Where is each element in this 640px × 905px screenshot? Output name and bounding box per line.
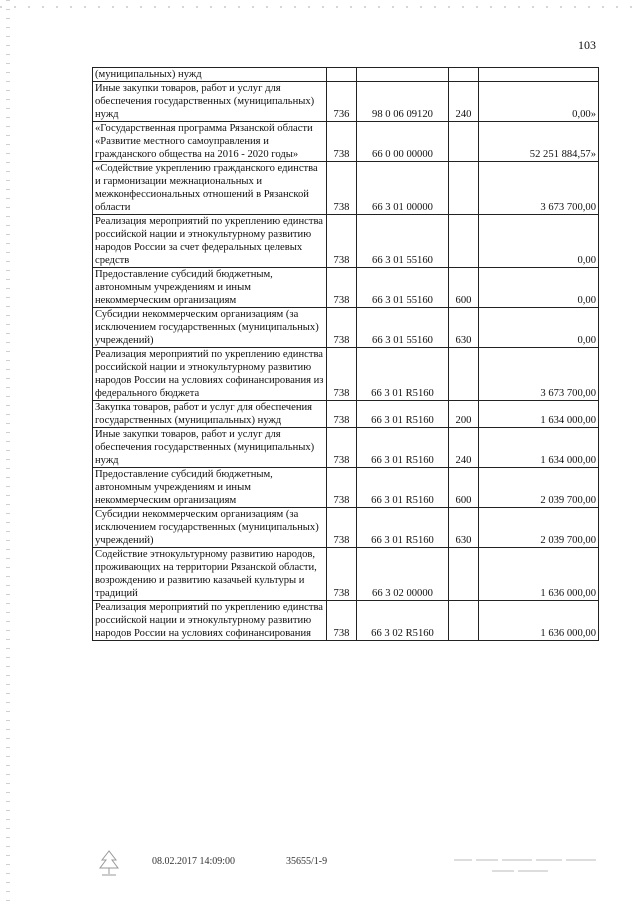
- row-ved-code: 736: [327, 82, 357, 122]
- row-amount: 0,00: [479, 215, 599, 268]
- faded-stamp: [452, 854, 602, 883]
- row-amount: 1 634 000,00: [479, 401, 599, 428]
- row-target-article: 66 3 01 00000: [357, 162, 449, 215]
- scan-top-artifact: [0, 6, 640, 8]
- table-row: [93, 428, 599, 468]
- table-row: [93, 468, 599, 508]
- row-target-article: 66 3 01 R5160: [357, 428, 449, 468]
- page-number: 103: [578, 38, 596, 52]
- row-name: Реализация мероприятий по укреплению единства российской нации и этнокультурному развитию народов России на условиях софинансирования: [93, 601, 327, 641]
- row-name: «Содействие укреплению гражданского единства и гармонизации межнациональных и межконфессиональных отношений в Рязанской области: [93, 162, 327, 215]
- table-row: [93, 308, 599, 348]
- row-name: Реализация мероприятий по укреплению единства российской нации и этнокультурному развитию народов России на условиях софинансирования из федерального бюджета: [93, 348, 327, 401]
- row-target-article: 98 0 06 09120: [357, 82, 449, 122]
- row-expense-type: 600: [449, 268, 479, 308]
- row-expense-type: [449, 215, 479, 268]
- row-name: Субсидии некоммерческим организациям (за исключением государственных (муниципальных) учреждений): [93, 508, 327, 548]
- row-name: (муниципальных) нужд: [93, 68, 327, 82]
- row-expense-type: [449, 162, 479, 215]
- row-target-article: 66 3 01 R5160: [357, 508, 449, 548]
- table-row: [93, 82, 599, 122]
- row-target-article: 66 0 00 00000: [357, 122, 449, 162]
- table-row: [93, 162, 599, 215]
- row-expense-type: 600: [449, 468, 479, 508]
- row-ved-code: 738: [327, 401, 357, 428]
- row-ved-code: 738: [327, 601, 357, 641]
- table-row: [93, 215, 599, 268]
- row-amount: 1 636 000,00: [479, 548, 599, 601]
- row-amount: 2 039 700,00: [479, 508, 599, 548]
- row-amount: [479, 68, 599, 82]
- table-row: [93, 68, 599, 82]
- row-expense-type: [449, 601, 479, 641]
- row-name: Реализация мероприятий по укреплению единства российской нации и этнокультурному развитию народов России за счет федеральных целевых средств: [93, 215, 327, 268]
- table-row: [93, 508, 599, 548]
- table-row: [93, 122, 599, 162]
- row-name: Закупка товаров, работ и услуг для обеспечения государственных (муниципальных) нужд: [93, 401, 327, 428]
- tree-logo-icon: [96, 848, 122, 883]
- row-amount: 1 634 000,00: [479, 428, 599, 468]
- table-row: [93, 268, 599, 308]
- row-expense-type: [449, 348, 479, 401]
- scan-edge-artifact: [6, 0, 10, 905]
- row-target-article: 66 3 01 R5160: [357, 468, 449, 508]
- row-target-article: 66 3 01 55160: [357, 215, 449, 268]
- row-name: «Государственная программа Рязанской области «Развитие местного самоуправления и гражданского общества на 2016 - 2020 годы»: [93, 122, 327, 162]
- row-name: Субсидии некоммерческим организациям (за исключением государственных (муниципальных) учреждений): [93, 308, 327, 348]
- row-name: Иные закупки товаров, работ и услуг для обеспечения государственных (муниципальных) нужд: [93, 82, 327, 122]
- row-expense-type: 240: [449, 428, 479, 468]
- row-ved-code: 738: [327, 162, 357, 215]
- row-amount: 3 673 700,00: [479, 162, 599, 215]
- row-ved-code: 738: [327, 508, 357, 548]
- table-row: [93, 401, 599, 428]
- row-amount: 52 251 884,57»: [479, 122, 599, 162]
- row-target-article: 66 3 01 R5160: [357, 348, 449, 401]
- row-ved-code: 738: [327, 215, 357, 268]
- row-target-article: 66 3 01 R5160: [357, 401, 449, 428]
- row-amount: 0,00»: [479, 82, 599, 122]
- row-expense-type: 200: [449, 401, 479, 428]
- row-name: Иные закупки товаров, работ и услуг для обеспечения государственных (муниципальных) нужд: [93, 428, 327, 468]
- row-ved-code: 738: [327, 348, 357, 401]
- row-name: Предоставление субсидий бюджетным, автономным учреждениям и иным некоммерческим организациям: [93, 268, 327, 308]
- row-target-article: [357, 68, 449, 82]
- row-amount: 0,00: [479, 308, 599, 348]
- row-expense-type: [449, 68, 479, 82]
- row-expense-type: [449, 122, 479, 162]
- footer-date: 08.02.2017 14:09:00: [152, 856, 236, 867]
- budget-table: [92, 67, 599, 641]
- row-expense-type: [449, 548, 479, 601]
- row-ved-code: 738: [327, 268, 357, 308]
- table-row: [93, 601, 599, 641]
- row-ved-code: [327, 68, 357, 82]
- table-row: [93, 348, 599, 401]
- row-amount: 2 039 700,00: [479, 468, 599, 508]
- row-ved-code: 738: [327, 428, 357, 468]
- row-ved-code: 738: [327, 122, 357, 162]
- row-amount: 3 673 700,00: [479, 348, 599, 401]
- row-target-article: 66 3 02 R5160: [357, 601, 449, 641]
- row-expense-type: 630: [449, 308, 479, 348]
- row-name: Предоставление субсидий бюджетным, автономным учреждениям и иным некоммерческим организациям: [93, 468, 327, 508]
- row-expense-type: 630: [449, 508, 479, 548]
- row-target-article: 66 3 02 00000: [357, 548, 449, 601]
- table-row: [93, 548, 599, 601]
- row-name: Содействие этнокультурному развитию народов, проживающих на территории Рязанской области, возрождению и развитию казачьей культуры и традиций: [93, 548, 327, 601]
- row-expense-type: 240: [449, 82, 479, 122]
- row-target-article: 66 3 01 55160: [357, 308, 449, 348]
- row-ved-code: 738: [327, 548, 357, 601]
- row-target-article: 66 3 01 55160: [357, 268, 449, 308]
- row-amount: 1 636 000,00: [479, 601, 599, 641]
- row-ved-code: 738: [327, 468, 357, 508]
- footer-doc-number: 35655/1-9: [286, 856, 328, 867]
- row-amount: 0,00: [479, 268, 599, 308]
- row-ved-code: 738: [327, 308, 357, 348]
